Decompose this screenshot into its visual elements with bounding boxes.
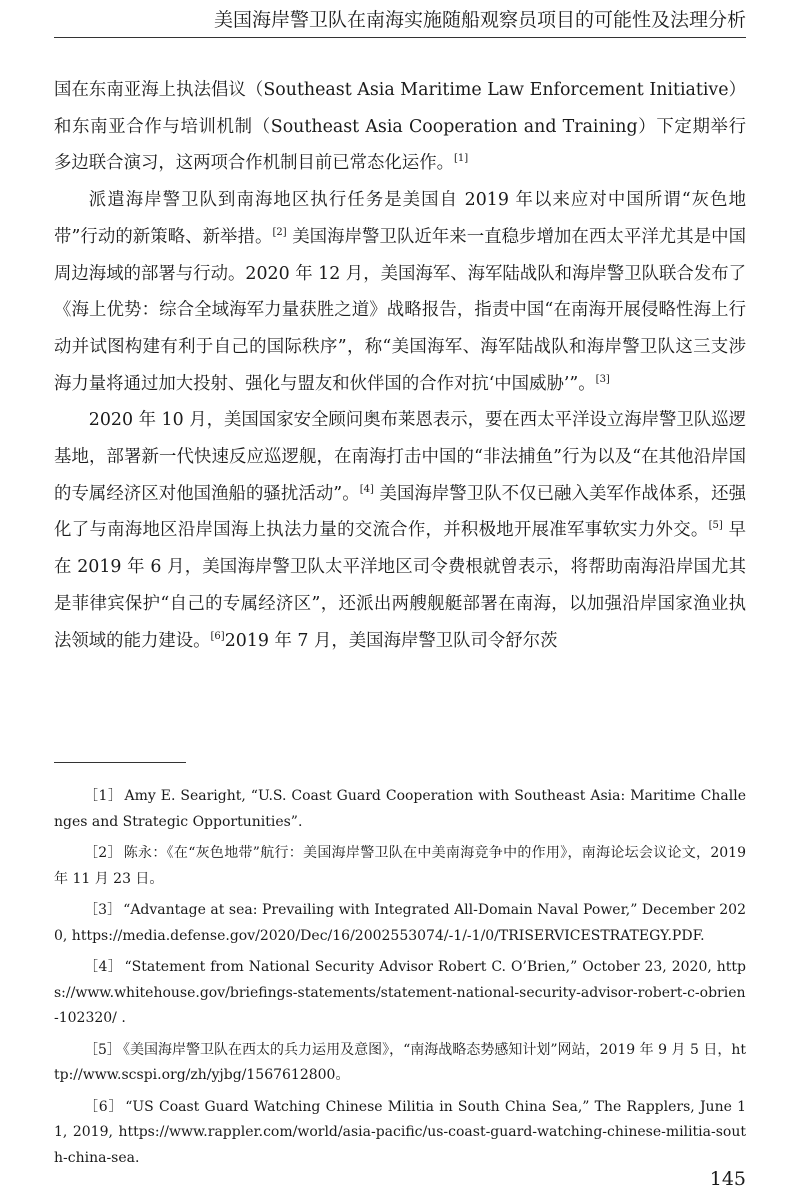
body-paragraph — [54, 182, 746, 402]
footnote-number: ［2］ — [84, 845, 122, 861]
paragraph-text: 国在东南亚海上执法倡议（Southeast Asia Maritime Law Enforcement Initiative）和东南亚合作与培训机制（Southeast Asia Cooperation and Training）下定期举行多边联合演习，这两项合作机制目前已常态化运作。 — [54, 80, 746, 174]
body-paragraph — [54, 402, 746, 659]
footnote-text: 陈永：《在“灰色地带”航行：美国海岸警卫队在中美南海竞争中的作用》，南海论坛会议论文，2019 年 11 月 23 日。 — [54, 845, 746, 887]
paragraph-text: 早在 2019 年 6 月，美国海岸警卫队太平洋地区司令费根就曾表示，将帮助南海沿岸国尤其是菲律宾保护“自己的专属经济区”，还派出两艘舰艇部署在南海，以加强沿岸国家渔业执法领域的能力建设。 — [54, 520, 746, 651]
paragraph-text: 美国海岸警卫队不仅已融入美军作战体系，还强化了与南海地区沿岸国海上执法力量的交流合作，并积极地开展准军事软实力外交。 — [54, 483, 746, 541]
footnote — [54, 784, 746, 835]
header-rule — [54, 37, 746, 38]
footnote-reference[interactable]: [3] — [595, 373, 610, 385]
footnote-reference[interactable]: [6] — [210, 630, 225, 642]
paragraph-text: 美国海岸警卫队近年来一直稳步增加在西太平洋尤其是中国周边海域的部署与行动。2020 年 12 月，美国海军、海军陆战队和海岸警卫队联合发布了《海上优势：综合全域海军力量获胜之道》战略报告，指责中国“在南海开展侵略性海上行动并试图构建有利于自己的国际秩序”，称“美国海军、海军陆战队和海岸警卫队这三支涉海力量将通过加大投射、强化与盟友和伙伴国的合作对抗‘中国威胁’”。 — [54, 226, 746, 394]
footnote — [54, 841, 746, 892]
footnote-separator — [54, 762, 186, 763]
body-paragraph — [54, 72, 746, 182]
footnote — [54, 898, 746, 949]
footnote-text: 《美国海岸警卫队在西太的兵力运用及意图》，“南海战略态势感知计划”网站，2019 年 9 月 5 日，http://www.scspi.org/zh/yjbg/1567612800。 — [54, 1041, 746, 1083]
footnote-number: ［6］ — [84, 1098, 124, 1115]
footnote-text: Amy E. Searight, “U.S. Coast Guard Cooperation with Southeast Asia: Maritime Challenges and Strategic Opportunities”. — [54, 788, 746, 830]
footnote-reference[interactable]: [5] — [708, 520, 723, 532]
footnote-number: ［5］ — [84, 1041, 121, 1058]
paragraph-text: 2020 年 10 月，美国国家安全顾问奥布莱恩表示，要在西太平洋设立海岸警卫队巡逻基地，部署新一代快速反应巡逻舰，在南海打击中国的“非法捕鱼”行为以及“在其他沿岸国的专属经济区对他国渔船的骚扰活动”。 — [54, 410, 746, 504]
body-text — [54, 72, 746, 659]
footnote-reference[interactable]: [1] — [454, 153, 469, 165]
paragraph-text: 派遣海岸警卫队到南海地区执行任务是美国自 2019 年以来应对中国所谓“灰色地带”行动的新策略、新举措。 — [54, 190, 746, 247]
footnote-reference[interactable]: [4] — [359, 483, 374, 495]
footnote-number: ［3］ — [84, 902, 122, 918]
footnote-text: “Advantage at sea: Prevailing with Integrated All-Domain Naval Power,” December 2020, https://media.defense.gov/2020/Dec/16/2002553074/-1/-1/0/TRISERVICESTRATEGY.PDF. — [54, 902, 746, 944]
footnote — [54, 955, 746, 1032]
footnote-text: “US Coast Guard Watching Chinese Militia in South China Sea,” The Rapplers, June 11, 2019, https://www.rappler.com/world/asia-pacific/us-coast-guard-watching-chinese-militia-south-china-sea. — [54, 1098, 746, 1166]
page-number: 145 — [709, 1168, 746, 1190]
footnote-number: ［1］ — [84, 788, 123, 804]
footnote-text: “Statement from National Security Advisor Robert C. O’Brien,” October 23, 2020, https://www.whitehouse.gov/briefings-statements/statement-national-security-advisor-robert-c-obrien-102320/ . — [54, 959, 746, 1026]
running-header: 美国海岸警卫队在南海实施随船观察员项目的可能性及法理分析 — [213, 9, 746, 31]
footnote-number: ［4］ — [84, 959, 123, 975]
footnote — [54, 1095, 746, 1172]
footnote-reference[interactable]: [2] — [272, 227, 287, 239]
paragraph-text: 2019 年 7 月，美国海岸警卫队司令舒尔茨 — [224, 630, 558, 651]
footnote — [54, 1038, 746, 1089]
footnotes — [54, 784, 746, 1177]
